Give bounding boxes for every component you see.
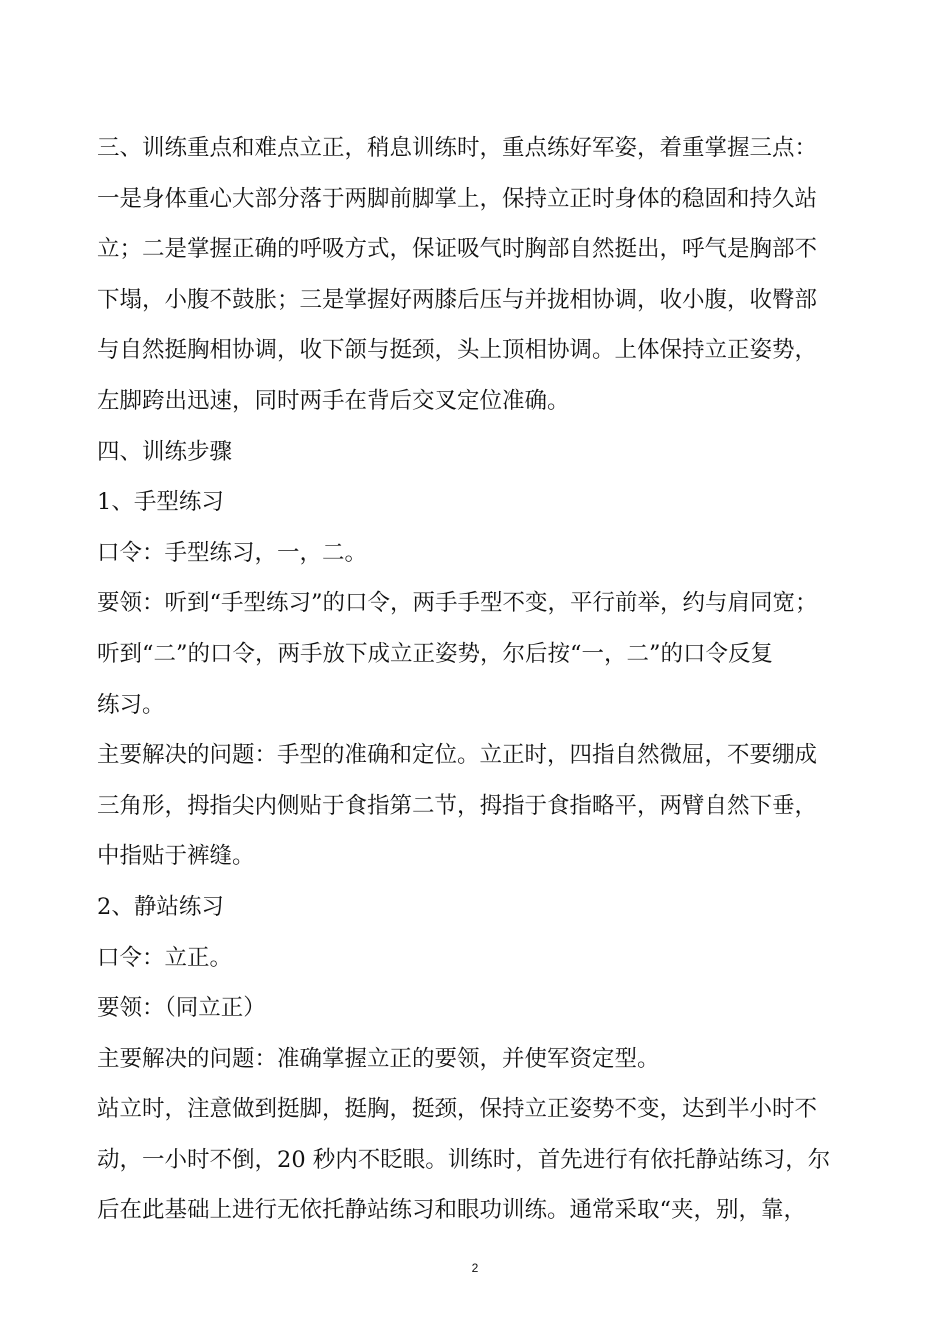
text-line: 要领：听到“手型练习”的口令，两手手型不变，平行前举，约与肩同宽； xyxy=(97,590,818,617)
text-line: 练习。 xyxy=(97,691,165,718)
text-line: 立；二是掌握正确的呼吸方式，保证吸气时胸部自然挺出，呼气是胸部不 xyxy=(97,236,818,263)
text-line: 站立时，注意做到挺脚，挺胸，挺颈，保持立正姿势不变，达到半小时不 xyxy=(97,1096,818,1123)
text-line: 三角形，拇指尖内侧贴于食指第二节，拇指于食指略平，两臂自然下垂， xyxy=(97,792,818,819)
text-line: 口令：手型练习，一，二。 xyxy=(97,539,368,566)
document-body xyxy=(97,123,842,1236)
text-line: 主要解决的问题：手型的准确和定位。立正时，四指自然微屈，不要绷成 xyxy=(97,742,818,769)
text-line: 左脚跨出迅速，同时两手在背后交叉定位准确。 xyxy=(97,387,570,414)
text-line: 动，一小时不倒，20 秒内不眨眼。训练时，首先进行有依托静站练习，尔 xyxy=(97,1146,831,1173)
text-line: 后在此基础上进行无依托静站练习和眼功训练。通常采取“夹，别，靠， xyxy=(97,1197,807,1224)
text-line: 主要解决的问题：准确掌握立正的要领，并使军资定型。 xyxy=(97,1045,660,1072)
text-line: 三、训练重点和难点立正，稍息训练时，重点练好军姿，着重掌握三点： xyxy=(97,135,818,161)
text-line: 与自然挺胸相协调，收下颌与挺颈，头上顶相协调。上体保持立正姿势， xyxy=(97,337,818,364)
page-number: 2 xyxy=(471,1261,479,1275)
subsection-heading: 2、静站练习 xyxy=(97,893,224,920)
text-line: 口令：立正。 xyxy=(97,944,233,971)
text-line: 要领：（同立正） xyxy=(97,995,266,1022)
text-line: 一是身体重心大部分落于两脚前脚掌上，保持立正时身体的稳固和持久站 xyxy=(97,185,818,212)
text-line: 中指贴于裤缝。 xyxy=(97,843,255,870)
text-line: 下塌，小腹不鼓胀；三是掌握好两膝后压与并拢相协调，收小腹，收臀部 xyxy=(97,286,818,313)
subsection-heading: 1、手型练习 xyxy=(97,489,224,516)
text-line: 听到“二”的口令，两手放下成立正姿势，尔后按“一，二”的口令反复 xyxy=(97,640,774,667)
section-heading: 四、训练步骤 xyxy=(97,438,233,465)
